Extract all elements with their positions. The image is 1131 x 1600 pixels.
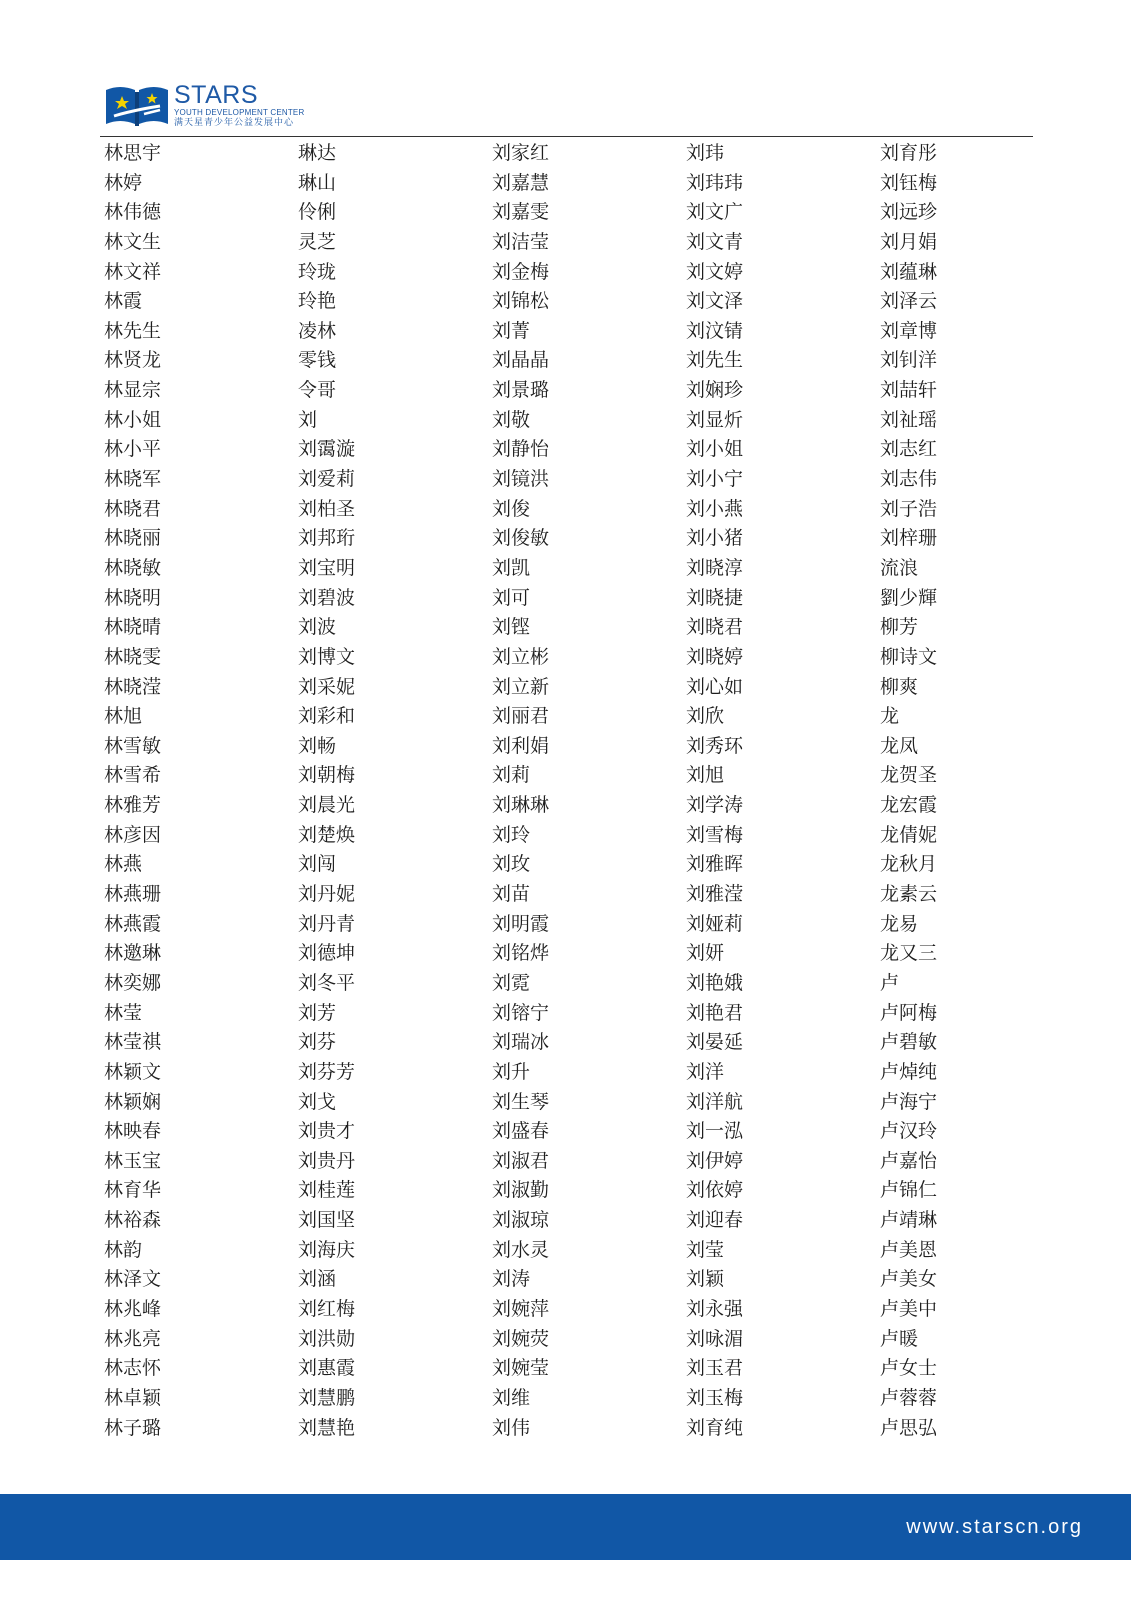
name-entry: 刘铭烨 <box>492 942 550 965</box>
name-entry: 卢碧敏 <box>880 1031 938 1054</box>
name-entry: 林彦因 <box>104 823 162 846</box>
name-entry: 龙素云 <box>880 883 938 906</box>
name-entry: 刘 <box>298 408 318 431</box>
name-entry: 林文祥 <box>104 260 162 283</box>
name-entry: 卢美恩 <box>880 1238 938 1261</box>
name-entry: 刘芳 <box>298 1001 337 1024</box>
name-entry: 刘利娟 <box>492 734 550 757</box>
name-entry: 林颖文 <box>104 1060 162 1083</box>
name-entry: 林晓明 <box>104 586 162 609</box>
name-entry: 流浪 <box>880 556 919 579</box>
name-entry: 刘淑君 <box>492 1149 550 1172</box>
name-entry: 刘小猪 <box>686 527 744 550</box>
name-entry: 刘嘉慧 <box>492 171 550 194</box>
name-entry: 刘婉萍 <box>492 1297 550 1320</box>
name-entry: 刘采妮 <box>298 675 356 698</box>
name-entry: 卢海宁 <box>880 1090 938 1113</box>
name-entry: 刘文泽 <box>686 290 744 313</box>
name-entry: 刘敬 <box>492 408 531 431</box>
name-list <box>104 139 1034 1443</box>
name-entry: 刘晨光 <box>298 794 356 817</box>
name-entry: 刘立彬 <box>492 645 550 668</box>
name-entry: 刘汶锖 <box>686 319 744 342</box>
name-entry: 刘小宁 <box>686 468 744 491</box>
name-entry: 刘邦珩 <box>298 527 356 550</box>
name-entry: 刘宝明 <box>298 556 356 579</box>
name-entry: 林贤龙 <box>104 349 162 372</box>
name-entry: 林雪敏 <box>104 734 162 757</box>
name-entry: 刘颖 <box>686 1268 725 1291</box>
name-entry: 柳爽 <box>880 675 919 698</box>
name-entry: 林晓军 <box>104 468 162 491</box>
name-entry: 刘洪勋 <box>298 1327 356 1350</box>
name-entry: 刘德坤 <box>298 942 356 965</box>
name-entry: 林晓丽 <box>104 527 162 550</box>
name-entry: 刘育纯 <box>686 1416 744 1439</box>
name-entry: 刘慧艳 <box>298 1416 356 1439</box>
name-entry: 刘依婷 <box>686 1179 744 1202</box>
name-entry: 刘嘉雯 <box>492 201 550 224</box>
name-column <box>104 139 298 1443</box>
name-entry: 刘生琴 <box>492 1090 550 1113</box>
name-entry: 刘妍 <box>686 942 725 965</box>
name-entry: 林玉宝 <box>104 1149 162 1172</box>
name-entry: 林伟德 <box>104 201 162 224</box>
name-entry: 林韵 <box>104 1238 143 1261</box>
name-entry: 琳山 <box>298 171 337 194</box>
name-entry: 刘晓捷 <box>686 586 744 609</box>
name-entry: 林晓敏 <box>104 556 162 579</box>
name-entry: 灵芝 <box>298 230 337 253</box>
name-entry: 刘立新 <box>492 675 550 698</box>
logo-subtitle-en: YOUTH DEVELOPMENT CENTER <box>174 108 305 117</box>
name-entry: 伶俐 <box>298 201 337 224</box>
name-entry: 令哥 <box>298 379 337 402</box>
name-entry: 劉少輝 <box>880 586 938 609</box>
name-entry: 刘国坚 <box>298 1209 356 1232</box>
name-entry: 刘永强 <box>686 1297 744 1320</box>
name-entry: 刘家红 <box>492 142 550 164</box>
name-entry: 刘远珍 <box>880 201 938 224</box>
name-entry: 林卓颖 <box>104 1386 162 1409</box>
name-entry: 刘维 <box>492 1386 531 1409</box>
name-entry: 刘冬平 <box>298 971 356 994</box>
logo-title: STARS <box>174 81 258 109</box>
name-column <box>686 139 880 1443</box>
name-entry: 柳芳 <box>880 616 919 639</box>
name-entry: 卢锦仁 <box>880 1179 938 1202</box>
name-entry: 刘涵 <box>298 1268 337 1291</box>
name-entry: 刘雅晖 <box>686 853 744 876</box>
name-entry: 刘波 <box>298 616 337 639</box>
name-entry: 刘伟 <box>492 1416 531 1439</box>
name-entry: 卢女士 <box>880 1357 938 1380</box>
name-entry: 刘红梅 <box>298 1297 356 1320</box>
name-entry: 刘贵才 <box>298 1120 356 1143</box>
name-entry: 刘玮玮 <box>686 171 744 194</box>
name-entry: 卢靖琳 <box>880 1209 938 1232</box>
name-entry: 刘碧波 <box>298 586 356 609</box>
name-entry: 刘慧鹏 <box>298 1386 356 1409</box>
name-entry: 刘玉君 <box>686 1357 744 1380</box>
name-entry: 刘凯 <box>492 556 531 579</box>
name-entry: 林雅芳 <box>104 794 162 817</box>
name-entry: 刘闯 <box>298 853 337 876</box>
name-entry: 林先生 <box>104 319 162 342</box>
name-entry: 林莹祺 <box>104 1031 162 1054</box>
name-entry: 林燕霞 <box>104 912 162 935</box>
name-entry: 刘丽君 <box>492 705 550 728</box>
name-entry: 刘镜洪 <box>492 468 550 491</box>
name-entry: 刘秀环 <box>686 734 744 757</box>
name-entry: 刘娅莉 <box>686 912 744 935</box>
name-entry: 卢阿梅 <box>880 1001 938 1024</box>
name-entry: 林颖娴 <box>104 1090 162 1113</box>
name-entry: 龙凤 <box>880 734 919 757</box>
name-entry: 林思宇 <box>104 142 162 164</box>
name-entry: 林志怀 <box>104 1357 162 1380</box>
name-entry: 卢蓉蓉 <box>880 1386 938 1409</box>
name-entry: 刘锦松 <box>492 290 550 313</box>
name-entry: 刘晓淳 <box>686 556 744 579</box>
name-entry: 刘子浩 <box>880 497 938 520</box>
name-entry: 琳达 <box>298 142 337 164</box>
name-entry: 刘金梅 <box>492 260 550 283</box>
logo-subtitle-cn: 满天星青少年公益发展中心 <box>174 118 295 128</box>
name-entry: 林婷 <box>104 171 143 194</box>
name-entry: 刘静怡 <box>492 438 550 461</box>
name-entry: 刘海庆 <box>298 1238 356 1261</box>
name-entry: 林晓君 <box>104 497 162 520</box>
name-entry: 林燕珊 <box>104 883 162 906</box>
name-entry: 玲珑 <box>298 260 337 283</box>
name-entry: 玲艳 <box>298 290 337 313</box>
name-entry: 刘霭漩 <box>298 438 356 461</box>
header-divider <box>100 136 1033 137</box>
name-entry: 林裕森 <box>104 1209 162 1232</box>
name-entry: 刘可 <box>492 586 531 609</box>
name-entry: 林霞 <box>104 290 143 313</box>
name-entry: 刘文婷 <box>686 260 744 283</box>
name-entry: 刘晏延 <box>686 1031 744 1054</box>
name-entry: 刘俊敏 <box>492 527 550 550</box>
name-entry: 刘显炘 <box>686 408 744 431</box>
name-entry: 卢 <box>880 971 900 994</box>
name-entry: 刘玲 <box>492 823 531 846</box>
name-entry: 刘小姐 <box>686 438 744 461</box>
name-entry: 林兆亮 <box>104 1327 162 1350</box>
name-entry: 刘苗 <box>492 883 531 906</box>
name-entry: 刘梓珊 <box>880 527 938 550</box>
name-entry: 刘景璐 <box>492 379 550 402</box>
name-entry: 卢美女 <box>880 1268 938 1291</box>
name-entry: 林显宗 <box>104 379 162 402</box>
name-entry: 卢嘉怡 <box>880 1149 938 1172</box>
name-entry: 林奕娜 <box>104 971 162 994</box>
name-entry: 刘菁 <box>492 319 531 342</box>
name-entry: 刘喆轩 <box>880 379 938 402</box>
name-entry: 林兆峰 <box>104 1297 162 1320</box>
name-entry: 刘芬 <box>298 1031 337 1054</box>
name-entry: 刘晶晶 <box>492 349 550 372</box>
name-entry: 刘畅 <box>298 734 337 757</box>
name-entry: 林子璐 <box>104 1416 162 1439</box>
name-entry: 卢焯纯 <box>880 1060 938 1083</box>
name-entry: 林映春 <box>104 1120 162 1143</box>
name-entry: 林雪希 <box>104 764 162 787</box>
name-entry: 刘朝梅 <box>298 764 356 787</box>
name-entry: 刘芬芳 <box>298 1060 356 1083</box>
name-entry: 刘章博 <box>880 319 938 342</box>
footer-url: www.starscn.org <box>906 1516 1083 1538</box>
name-entry: 刘学涛 <box>686 794 744 817</box>
name-entry: 龙 <box>880 705 900 728</box>
name-entry: 刘婉荧 <box>492 1327 550 1350</box>
name-entry: 卢思弘 <box>880 1416 938 1439</box>
name-entry: 刘玫 <box>492 853 531 876</box>
name-entry: 刘桂莲 <box>298 1179 356 1202</box>
name-entry: 刘丹青 <box>298 912 356 935</box>
name-column <box>880 139 1034 1443</box>
name-entry: 柳诗文 <box>880 645 938 668</box>
name-entry: 刘月娟 <box>880 230 938 253</box>
name-entry: 刘铿 <box>492 616 531 639</box>
name-entry: 刘迎春 <box>686 1209 744 1232</box>
name-entry: 刘旭 <box>686 764 725 787</box>
name-entry: 刘玮 <box>686 142 725 164</box>
name-entry: 林莹 <box>104 1001 143 1024</box>
name-entry: 卢暖 <box>880 1327 919 1350</box>
name-entry: 刘楚焕 <box>298 823 356 846</box>
name-entry: 刘升 <box>492 1060 531 1083</box>
name-entry: 刘博文 <box>298 645 356 668</box>
name-entry: 刘志伟 <box>880 468 938 491</box>
name-entry: 林小姐 <box>104 408 162 431</box>
name-entry: 刘祉瑶 <box>880 408 938 431</box>
name-entry: 林育华 <box>104 1179 162 1202</box>
header-logo <box>104 80 324 132</box>
name-entry: 刘文广 <box>686 201 744 224</box>
name-entry: 龙宏霞 <box>880 794 938 817</box>
name-entry: 刘淑勤 <box>492 1179 550 1202</box>
name-entry: 龙倩妮 <box>880 823 938 846</box>
name-entry: 刘志红 <box>880 438 938 461</box>
name-entry: 卢美中 <box>880 1297 938 1320</box>
name-entry: 刘钰梅 <box>880 171 938 194</box>
name-entry: 刘一泓 <box>686 1120 744 1143</box>
name-entry: 林晓雯 <box>104 645 162 668</box>
name-entry: 刘咏湄 <box>686 1327 744 1350</box>
name-entry: 刘钊洋 <box>880 349 938 372</box>
name-entry: 龙易 <box>880 912 919 935</box>
name-entry: 刘琳琳 <box>492 794 550 817</box>
name-entry: 林燕 <box>104 853 143 876</box>
name-entry: 刘戈 <box>298 1090 337 1113</box>
name-entry: 零钱 <box>298 349 337 372</box>
name-entry: 刘柏圣 <box>298 497 356 520</box>
name-column <box>298 139 492 1443</box>
name-entry: 林文生 <box>104 230 162 253</box>
name-entry: 刘晓君 <box>686 616 744 639</box>
name-entry: 刘文青 <box>686 230 744 253</box>
name-entry: 刘艳君 <box>686 1001 744 1024</box>
name-entry: 刘涛 <box>492 1268 531 1291</box>
name-entry: 刘惠霞 <box>298 1357 356 1380</box>
name-entry: 卢汉玲 <box>880 1120 938 1143</box>
name-entry: 刘艳娥 <box>686 971 744 994</box>
logo-text <box>174 82 334 129</box>
name-entry: 刘镕宁 <box>492 1001 550 1024</box>
name-entry: 刘洋 <box>686 1060 725 1083</box>
name-entry: 林邀琳 <box>104 942 162 965</box>
name-entry: 林小平 <box>104 438 162 461</box>
name-entry: 刘欣 <box>686 705 725 728</box>
name-entry: 林泽文 <box>104 1268 162 1291</box>
name-entry: 刘盛春 <box>492 1120 550 1143</box>
name-entry: 林晓滢 <box>104 675 162 698</box>
name-entry: 龙贺圣 <box>880 764 938 787</box>
name-entry: 刘晓婷 <box>686 645 744 668</box>
name-entry: 刘水灵 <box>492 1238 550 1261</box>
name-entry: 刘育彤 <box>880 142 938 164</box>
name-entry: 刘俊 <box>492 497 531 520</box>
name-entry: 凌林 <box>298 319 337 342</box>
name-entry: 刘霓 <box>492 971 531 994</box>
name-entry: 刘心如 <box>686 675 744 698</box>
name-entry: 刘娴珍 <box>686 379 744 402</box>
name-entry: 刘淑琼 <box>492 1209 550 1232</box>
name-entry: 刘彩和 <box>298 705 356 728</box>
name-entry: 刘伊婷 <box>686 1149 744 1172</box>
footer-bar <box>0 1494 1131 1560</box>
name-entry: 刘丹妮 <box>298 883 356 906</box>
name-entry: 刘婉莹 <box>492 1357 550 1380</box>
name-entry: 刘雅滢 <box>686 883 744 906</box>
name-column <box>492 139 686 1443</box>
name-entry: 刘贵丹 <box>298 1149 356 1172</box>
name-entry: 刘明霞 <box>492 912 550 935</box>
name-entry: 刘玉梅 <box>686 1386 744 1409</box>
stars-logo-icon <box>104 80 170 130</box>
name-entry: 林晓晴 <box>104 616 162 639</box>
name-entry: 刘爱莉 <box>298 468 356 491</box>
name-entry: 刘雪梅 <box>686 823 744 846</box>
name-entry: 龙秋月 <box>880 853 938 876</box>
name-entry: 林旭 <box>104 705 143 728</box>
name-entry: 刘蕴琳 <box>880 260 938 283</box>
name-entry: 刘莹 <box>686 1238 725 1261</box>
name-entry: 龙又三 <box>880 942 938 965</box>
name-entry: 刘洁莹 <box>492 230 550 253</box>
name-entry: 刘瑞冰 <box>492 1031 550 1054</box>
name-entry: 刘莉 <box>492 764 531 787</box>
name-entry: 刘泽云 <box>880 290 938 313</box>
name-entry: 刘小燕 <box>686 497 744 520</box>
name-entry: 刘洋航 <box>686 1090 744 1113</box>
name-entry: 刘先生 <box>686 349 744 372</box>
